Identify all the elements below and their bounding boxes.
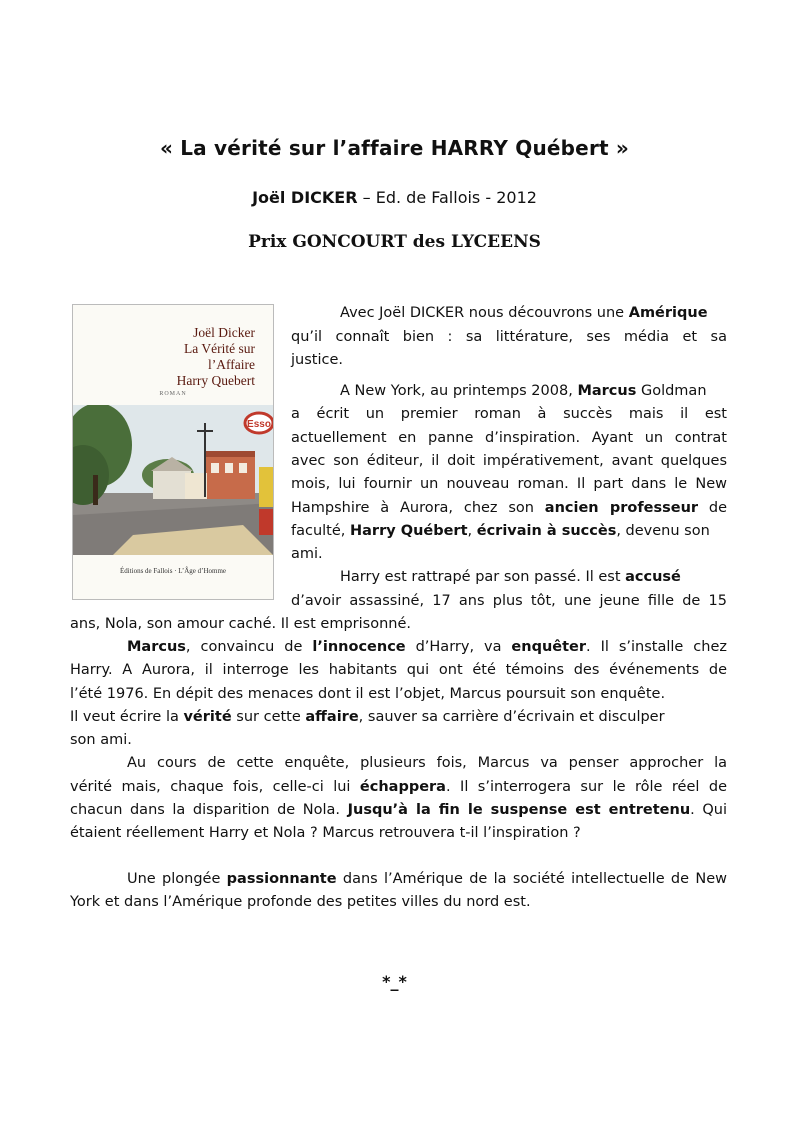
- paragraph-4-line: Il veut écrire la vérité sur cette affaire, sauver sa carrière d’écrivain et disculper: [70, 709, 665, 725]
- esso-sign: Esso: [247, 419, 271, 430]
- paragraph-2-line: faculté, Harry Québert, écrivain à succès, devenu son: [291, 523, 710, 539]
- cover-title-line: Harry Quebert: [176, 373, 255, 388]
- paragraph-2-line: A New York, au printemps 2008, Marcus Goldman: [340, 383, 707, 399]
- paragraph-5-line: vérité mais, chaque fois, celle-ci lui échappera. Il s’interrogera sur le rôle réel de: [70, 779, 727, 795]
- cover-title-line: l’Affaire: [208, 357, 255, 372]
- paragraph-5-line: étaient réellement Harry et Nola ? Marcus retrouvera t-il l’inspiration ?: [70, 825, 581, 841]
- paragraph-3-line: d’avoir assassiné, 17 ans plus tôt, une jeune fille de 15: [291, 593, 727, 609]
- cover-title: [73, 325, 273, 389]
- prize-heading: Prix GONCOURT des LYCEENS: [248, 232, 541, 252]
- paragraph-4-line: son ami.: [70, 732, 132, 748]
- author-line: [0, 188, 789, 207]
- end-mark: *_*: [382, 972, 407, 991]
- cover-painting: [73, 405, 273, 555]
- paragraph-2-line: a écrit un premier roman à succès mais il est: [291, 406, 727, 422]
- paragraph-2-line: actuellement en panne d’inspiration. Ayant un contrat: [291, 430, 727, 446]
- paragraph-2-line: Hampshire à Aurora, chez son ancien professeur de: [291, 500, 727, 516]
- paragraph-6-line: York et dans l’Amérique profonde des petites villes du nord est.: [70, 894, 531, 910]
- book-cover-image: [72, 304, 274, 600]
- paragraph-4-line: Harry. A Aurora, il interroge les habitants qui ont été témoins des événements de: [70, 662, 727, 678]
- author-name: Joël DICKER: [252, 188, 358, 207]
- paragraph-3-line: ans, Nola, son amour caché. Il est emprisonné.: [70, 616, 411, 632]
- paragraph-2-line: avec son éditeur, il doit impérativement, avant quelques: [291, 453, 727, 469]
- publisher-year: – Ed. de Fallois - 2012: [357, 188, 537, 207]
- cover-genre: ROMAN: [159, 391, 187, 397]
- review-title: « La vérité sur l’affaire HARRY Québert »: [159, 136, 630, 160]
- paragraph-6-line: Une plongée passionnante dans l’Amérique de la société intellectuelle de New: [127, 871, 727, 887]
- paragraph-2-line: ami.: [291, 546, 323, 562]
- paragraph-5-line: chacun dans la disparition de Nola. Jusqu’à la fin le suspense est entretenu. Qui: [70, 802, 727, 818]
- paragraph-4-line: l’été 1976. En dépit des menaces dont il est l’objet, Marcus poursuit son enquête.: [70, 686, 666, 702]
- cover-publisher: Éditions de Fallois · L’Âge d’Homme: [119, 567, 227, 575]
- paragraph-1-line: justice.: [291, 352, 343, 368]
- paragraph-5-line: Au cours de cette enquête, plusieurs fois, Marcus va penser approcher la: [127, 755, 727, 771]
- cover-author: Joël Dicker: [193, 325, 255, 340]
- paragraph-1-line: Avec Joël DICKER nous découvrons une Amérique: [340, 305, 708, 321]
- paragraph-4-line: Marcus, convaincu de l’innocence d’Harry, va enquêter. Il s’installe chez: [127, 639, 727, 655]
- paragraph-1-line: qu’il connaît bien : sa littérature, ses média et sa: [291, 329, 727, 345]
- paragraph-3-line: Harry est rattrapé par son passé. Il est accusé: [340, 569, 681, 585]
- paragraph-2-line: mois, lui fournir un nouveau roman. Il part dans le New: [291, 476, 727, 492]
- cover-title-line: La Vérité sur: [184, 341, 255, 356]
